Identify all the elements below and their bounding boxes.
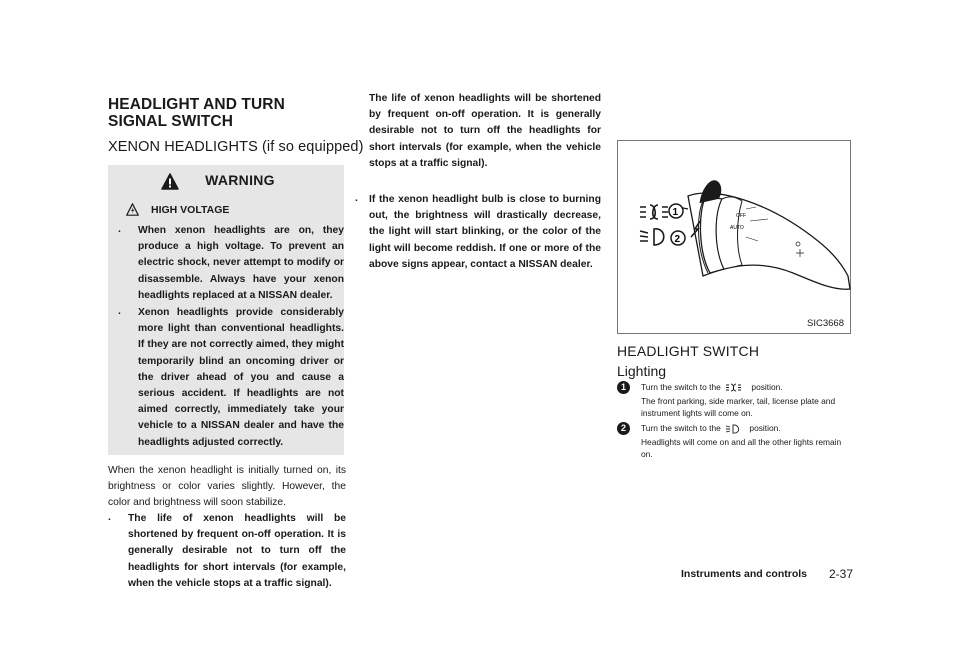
- warning-box: [108, 165, 344, 455]
- step-number-badge: 2: [617, 422, 630, 435]
- note-continuation: [369, 93, 601, 188]
- callout-1-label: 1: [672, 207, 679, 218]
- step-instruction: Turn the switch to the position.: [641, 382, 783, 392]
- step-description: The front parking, side marker, tail, license plate and instrument lights will come on.: [641, 396, 836, 419]
- warning-heading: WARNING: [205, 172, 275, 188]
- notes-column: [355, 93, 601, 273]
- high-voltage-label: HIGH VOLTAGE: [151, 204, 230, 216]
- switch-label-auto: AUTO: [730, 225, 744, 231]
- callout-2-label: 2: [674, 234, 681, 245]
- note-bullet-text: The life of xenon headlights will be shortened by frequent on-off operation. It is generally desirable not to turn off the headlights for short intervals (for example, when the vehicle stops at a traffic signal).: [128, 513, 346, 589]
- step-number-badge: 1: [617, 381, 630, 394]
- subsection-title: XENON HEADLIGHTS (if so equipped): [108, 139, 364, 155]
- bullet-dot: .: [108, 511, 111, 523]
- note-bullet-text: If the xenon headlight bulb is close to burning out, the brightness will drastically decrease, the light will start blinking, or the color of the light will become reddish. If one or more of the above signs appear, contact a NISSAN dealer.: [369, 194, 601, 270]
- high-voltage-icon: [126, 203, 139, 216]
- switch-label-off: OFF: [736, 213, 746, 219]
- bullet-dot: .: [118, 223, 121, 235]
- headlight-switch-title: HEADLIGHT SWITCH: [617, 343, 760, 359]
- step-instruction: Turn the switch to the position.: [641, 423, 781, 433]
- intro-paragraph: When the xenon headlight is initially turned on, its brightness or color varies slightly. However, the color and brightness will soon stabilize.: [108, 465, 346, 508]
- footer-section-name: Instruments and controls: [681, 568, 808, 580]
- headlight-icon: [725, 424, 745, 434]
- lighting-subtitle: Lighting: [617, 363, 667, 379]
- step-description: Headlights will come on and all the other lights remain on.: [641, 437, 842, 460]
- bullet-dot: .: [118, 305, 121, 317]
- figure-caption: SIC3668: [807, 318, 844, 329]
- warning-bullet-text: Xenon headlights provide considerably more light than conventional headlights. If they are not correctly aimed, they might temporarily blind an oncoming driver or the driver ahead of you and cause a serious accident. If headlights are not aimed correctly, immediately take your vehicle to a NISSAN dealer and have the headlights adjusted correctly.: [138, 307, 344, 448]
- warning-bullet-text: When xenon headlights are on, they produce a high voltage. To prevent an electric shock, never attempt to modify or disassemble. Always have your xenon headlights replaced at a NISSAN dealer.: [138, 225, 344, 301]
- note-bullet: [355, 192, 601, 273]
- section-title: HEADLIGHT AND TURN SIGNAL SWITCH: [108, 96, 285, 130]
- page-number: 2-37: [829, 567, 854, 581]
- switch-illustration: [617, 140, 851, 334]
- bullet-dot: .: [355, 192, 358, 204]
- note-continuation-text: The life of xenon headlights will be shortened by frequent on-off operation. It is generally desirable not to turn off the headlights for short intervals (for example, when the vehicle stops at a traffic signal).: [369, 93, 601, 169]
- headlight-switch-drawing: [618, 141, 850, 333]
- parking-light-icon: [725, 383, 747, 392]
